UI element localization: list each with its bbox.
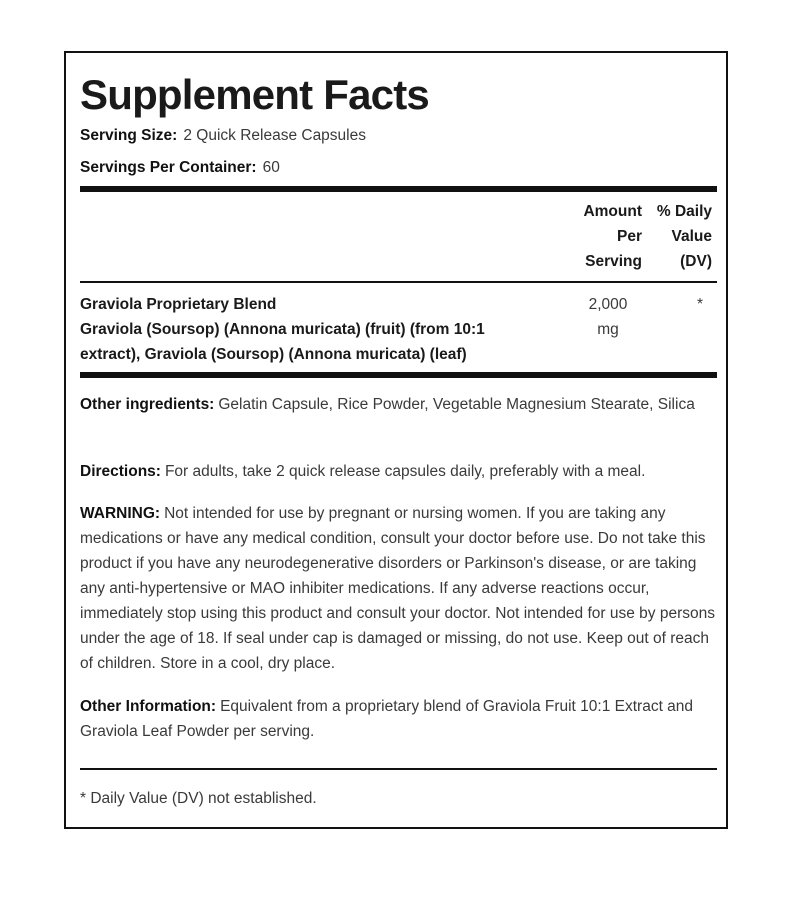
ingredient-line-1: Graviola Proprietary Blend <box>80 296 277 313</box>
dv-header-line-2: Value <box>671 228 712 245</box>
warning-paragraph <box>80 501 720 676</box>
directions-label: Directions: <box>80 463 161 480</box>
serving-size-value: 2 Quick Release Capsules <box>183 127 366 144</box>
ingredient-line-3: extract), Graviola (Soursop) (Annona muricata) (leaf) <box>80 346 467 363</box>
servings-per-container-value: 60 <box>262 159 280 176</box>
amount-per-serving-header <box>566 199 642 274</box>
other-information-text: Equivalent from a proprietary blend of Graviola Fruit 10:1 Extract and Graviola Leaf Powder per serving. <box>80 698 694 740</box>
dv-header-line-3: (DV) <box>680 253 712 270</box>
directions-paragraph <box>80 459 720 484</box>
serving-size-label: Serving Size: <box>80 127 178 144</box>
ingredient-amount <box>576 292 640 342</box>
warning-label: WARNING: <box>80 505 161 522</box>
daily-value-footnote: * Daily Value (DV) not established. <box>80 790 317 807</box>
amount-line-1: 2,000 <box>588 296 628 313</box>
other-ingredients-label: Other ingredients: <box>80 396 215 413</box>
page-title: Supplement Facts <box>80 71 429 118</box>
thin-divider-header <box>80 281 717 283</box>
ingredient-name <box>80 292 540 367</box>
thick-divider-top <box>80 186 717 192</box>
amount-header-line-3: Serving <box>585 253 642 270</box>
serving-size-line <box>80 127 366 145</box>
servings-per-container-line <box>80 159 280 177</box>
other-information-label: Other Information: <box>80 698 217 715</box>
daily-value-header <box>648 199 712 274</box>
supplement-facts-panel <box>64 51 728 829</box>
directions-text: For adults, take 2 quick release capsules daily, preferably with a meal. <box>164 463 646 480</box>
ingredient-daily-value: * <box>696 296 704 313</box>
amount-line-2: mg <box>597 321 619 338</box>
thick-divider-bottom <box>80 372 717 378</box>
servings-per-container-label: Servings Per Container: <box>80 159 257 176</box>
other-ingredients-text: Gelatin Capsule, Rice Powder, Vegetable Magnesium Stearate, Silica <box>218 396 695 413</box>
amount-header-line-1: Amount <box>583 203 642 220</box>
other-information-paragraph <box>80 694 705 744</box>
amount-header-line-2: Per <box>617 228 642 245</box>
other-ingredients-paragraph <box>80 392 710 417</box>
ingredient-line-2: Graviola (Soursop) (Annona muricata) (fruit) (from 10:1 <box>80 321 485 338</box>
footnote-divider <box>80 768 717 770</box>
warning-text: Not intended for use by pregnant or nursing women. If you are taking any medications or have any medical condition, consult your doctor before use. Do not take this product if you have any neurodegenerative disorders or Parkinson's disease, or are taking any anti-hypertensive or MAO inhibiter medications. If any adverse reactions occur, immediately stop using this product and consult your doctor. Not intended for use by persons under the age of 18. If seal under cap is damaged or missing, do not use. Keep out of reach of children. Store in a cool, dry place. <box>80 505 715 672</box>
dv-header-line-1: % Daily <box>656 203 712 220</box>
